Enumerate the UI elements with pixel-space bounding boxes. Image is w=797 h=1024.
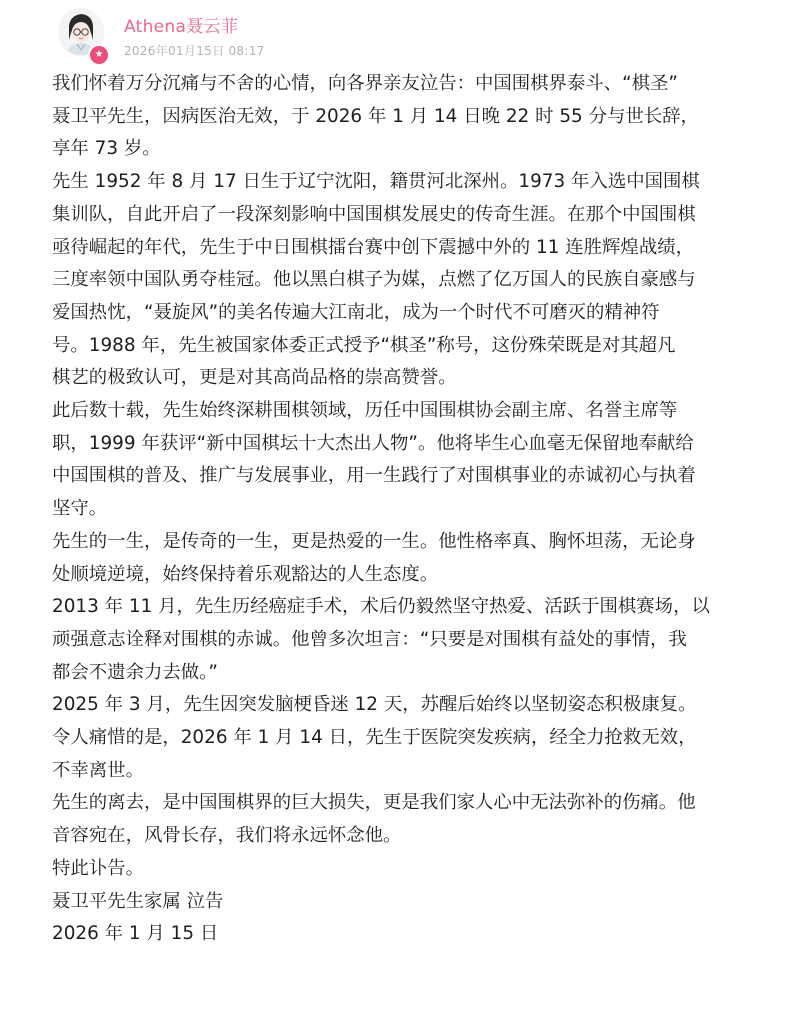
text-line: 令人痛惜的是，2026 年 1 月 14 日，先生于医院突发疾病，经全力抢救无效， bbox=[52, 727, 697, 749]
paragraph-biography bbox=[52, 166, 752, 395]
text-line: 享年 73 岁。 bbox=[52, 138, 161, 160]
text-line: 职，1999 年获评“新中国棋坛十大杰出人物”。他将毕生心血毫无保留地奉献给 bbox=[52, 432, 694, 454]
text-line: 三度率领中国队勇夺桂冠。他以黑白棋子为媒，点燃了亿万国人的民族自豪感与 bbox=[52, 269, 696, 291]
text-line: 棋艺的极致认可，更是对其高尚品格的崇高赞誉。 bbox=[52, 367, 457, 389]
text-line: 爱国热忱，“聂旋风”的美名传遍大江南北，成为一个时代不可磨灭的精神符 bbox=[52, 301, 660, 323]
paragraph-2013 bbox=[52, 591, 752, 689]
paragraph-2025 bbox=[52, 689, 752, 722]
text-line: 聂卫平先生，因病医治无效，于 2026 年 1 月 14 日晚 22 时 55 分与世长辞， bbox=[52, 105, 699, 127]
paragraph-career bbox=[52, 395, 752, 526]
vip-star-icon: ★ bbox=[88, 44, 110, 66]
text-line: 我们怀着万分沉痛与不舍的心情，向各界亲友泣告：中国围棋界泰斗、“棋圣” bbox=[52, 73, 678, 94]
text-line: 都会不遗余力去做。” bbox=[52, 661, 218, 683]
post-timestamp: 2026年01月15日 08:17 bbox=[124, 44, 265, 58]
text-line: 先生的一生，是传奇的一生，更是热爱的一生。他性格率真、胸怀坦荡，无论身 bbox=[52, 530, 696, 552]
text-line: 顽强意志诠释对围棋的赤诚。他曾多次坦言：“只要是对围棋有益处的事情，我 bbox=[52, 628, 687, 650]
text-line: 集训队，自此开启了一段深刻影响中国围棋发展史的传奇生涯。在那个中国围棋 bbox=[52, 203, 696, 225]
text-line: 音容宛在，风骨长存，我们将永远怀念他。 bbox=[52, 825, 402, 847]
text-line: 先生 1952 年 8 月 17 日生于辽宁沈阳，籍贯河北深州。1973 年入选中国围棋 bbox=[52, 171, 700, 193]
text-line: 2025 年 3 月，先生因突发脑梗昏迷 12 天，苏醒后始终以坚韧姿态积极康复。 bbox=[52, 694, 697, 716]
text-line: 中国围棋的普及、推广与发展事业，用一生践行了对围棋事业的赤诚初心与执着 bbox=[52, 465, 696, 487]
author-name[interactable]: Athena聂云菲 bbox=[124, 17, 239, 37]
paragraph-character bbox=[52, 526, 752, 591]
paragraph-announcement bbox=[52, 68, 752, 166]
text-line: 特此讣告。 bbox=[52, 857, 144, 879]
text-line: 先生的离去，是中国围棋界的巨大损失，更是我们家人心中无法弥补的伤痛。他 bbox=[52, 792, 696, 814]
text-line: 不幸离世。 bbox=[52, 759, 144, 781]
paragraph-notice bbox=[52, 853, 752, 886]
paragraph-loss bbox=[52, 787, 752, 852]
text-line: 处顺境逆境，始终保持着乐观豁达的人生态度。 bbox=[52, 563, 439, 585]
text-line: 坚守。 bbox=[52, 498, 108, 520]
post-body bbox=[52, 68, 752, 951]
post-header bbox=[52, 6, 752, 68]
text-line: 亟待崛起的年代，先生于中日围棋擂台赛中创下震撼中外的 11 连胜辉煌战绩， bbox=[52, 236, 694, 258]
text-line: 号。1988 年，先生被国家体委正式授予“棋圣”称号，这份殊荣既是对其超凡 bbox=[52, 334, 676, 356]
text-line: 此后数十载，先生始终深耕围棋领域，历任中国围棋协会副主席、名誉主席等 bbox=[52, 400, 678, 422]
text-line: 2013 年 11 月，先生历经癌症手术，术后仍毅然坚守热爱、活跃于围棋赛场，以 bbox=[52, 596, 710, 618]
paragraph-passing bbox=[52, 722, 752, 787]
signature-family: 聂卫平先生家属 泣告 bbox=[52, 890, 224, 912]
signature bbox=[52, 886, 752, 951]
signature-date: 2026 年 1 月 15 日 bbox=[52, 923, 219, 945]
